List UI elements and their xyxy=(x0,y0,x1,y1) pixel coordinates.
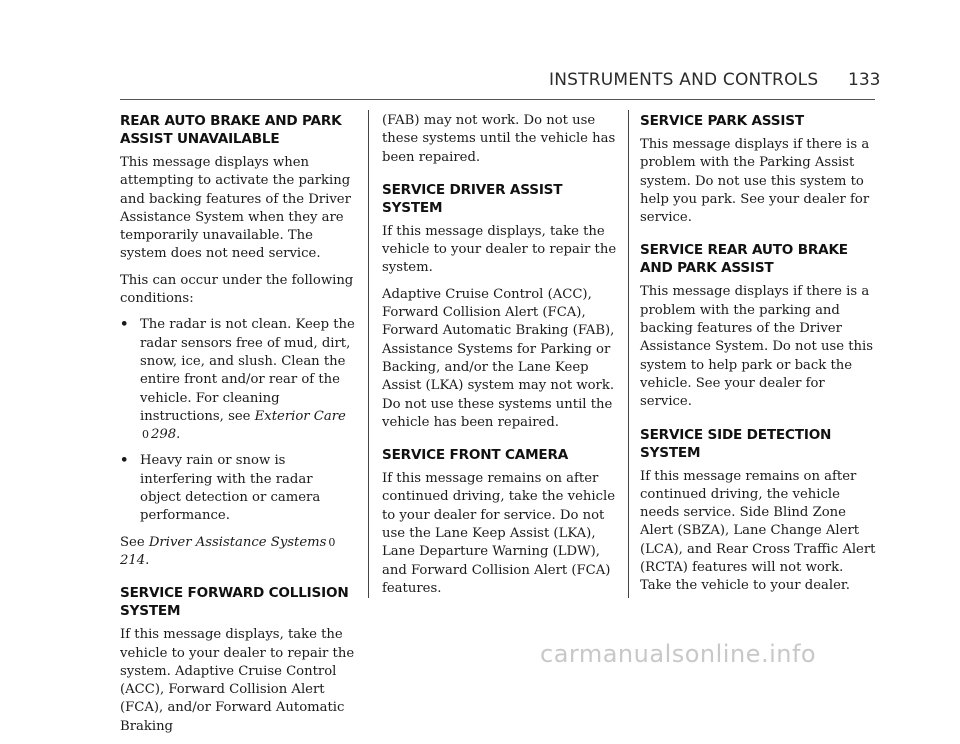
list-item xyxy=(120,316,356,444)
cross-reference-page[interactable]: 214 xyxy=(120,552,146,568)
punctuation: . xyxy=(145,552,150,568)
paragraph: This message displays if there is a problem with the Parking Assist system. Do not use this system to help you park. See your dealer for service. xyxy=(640,137,870,226)
punctuation: . xyxy=(176,427,181,443)
bullet-icon: • xyxy=(120,453,129,469)
section-heading: REAR AUTO BRAKE AND PARK ASSIST UNAVAILABLE xyxy=(120,113,342,147)
section-heading: SERVICE REAR AUTO BRAKE AND PARK ASSIST xyxy=(640,242,848,277)
paragraph: Adaptive Cruise Control (ACC), Forward Collision Alert (FCA), Forward Automatic Braking (FAB), Assistance Systems for Parking or Backing, and/or the Lane Keep Assist (LKA) system may not work. Do not use these systems until the vehicle has been repaired. xyxy=(382,286,615,430)
section-heading: SERVICE FRONT CAMERA xyxy=(382,447,569,464)
section-heading: SERVICE DRIVER ASSIST SYSTEM xyxy=(382,181,563,216)
page-number: 133 xyxy=(848,70,881,90)
section-heading: SERVICE PARK ASSIST xyxy=(640,113,804,129)
section-heading: SERVICE FORWARD COLLISION SYSTEM xyxy=(120,585,349,620)
page-reference-icon: 0 xyxy=(328,535,336,549)
page-reference-icon: 0 xyxy=(142,428,149,442)
header-rule xyxy=(120,99,875,100)
watermark: carmanualsonline.info xyxy=(540,640,817,668)
column-2 xyxy=(382,112,618,606)
page-header-title: INSTRUMENTS AND CONTROLS xyxy=(549,70,819,90)
cross-reference-page[interactable]: 298 xyxy=(151,427,177,443)
column-3 xyxy=(640,112,876,604)
paragraph: (FAB) may not work. Do not use these systems until the vehicle has been repaired. xyxy=(382,113,616,165)
column-divider-2 xyxy=(628,110,629,598)
list-item-text: Heavy rain or snow is interfering with the radar object detection or camera performance. xyxy=(140,453,321,524)
column-1 xyxy=(120,112,356,744)
paragraph: If this message displays, take the vehicle to your dealer to repair the system. Adaptive Cruise Control (ACC), Forward Collision Alert (FCA), and/or Forward Automatic Braking xyxy=(120,627,355,734)
list-item-text: The radar is not clean. Keep the radar sensors free of mud, dirt, snow, ice, and slush. Clean the entire front and/or rear of the vehicle. For cleaning instructions, see xyxy=(140,317,355,424)
paragraph: If this message remains on after continued driving, take the vehicle to your dealer for service. Do not use the Lane Keep Assist (LKA), Lane Departure Warning (LDW), and Forward Collision Alert (FCA) features. xyxy=(382,471,616,596)
see-also xyxy=(120,534,356,571)
see-prefix: See xyxy=(120,534,145,550)
cross-reference-link[interactable]: Driver Assistance Systems xyxy=(148,534,327,550)
paragraph: This message displays if there is a problem with the parking and backing features of the Driver Assistance System. Do not use this system to help park or back the vehicle. See your dealer for service. xyxy=(640,284,873,410)
paragraph: This message displays when attempting to activate the parking and backing features of the Driver Assistance System when they are temporarily unavailable. The system does not need service. xyxy=(120,155,351,262)
section-heading: SERVICE SIDE DETECTION SYSTEM xyxy=(640,426,832,461)
column-divider-1 xyxy=(368,110,369,598)
paragraph: If this message remains on after continued driving, the vehicle needs service. Side Blind Zone Alert (SBZA), Lane Change Alert (LCA), and Rear Cross Traffic Alert (RCTA) features will not work. Take the vehicle to your dealer. xyxy=(640,468,876,594)
paragraph: This can occur under the following conditions: xyxy=(120,272,354,307)
cross-reference-link[interactable]: Exterior Care xyxy=(254,408,346,424)
list-item xyxy=(120,452,356,525)
bullet-icon: • xyxy=(120,317,129,333)
paragraph: If this message displays, take the vehicle to your dealer to repair the system. xyxy=(382,223,617,276)
